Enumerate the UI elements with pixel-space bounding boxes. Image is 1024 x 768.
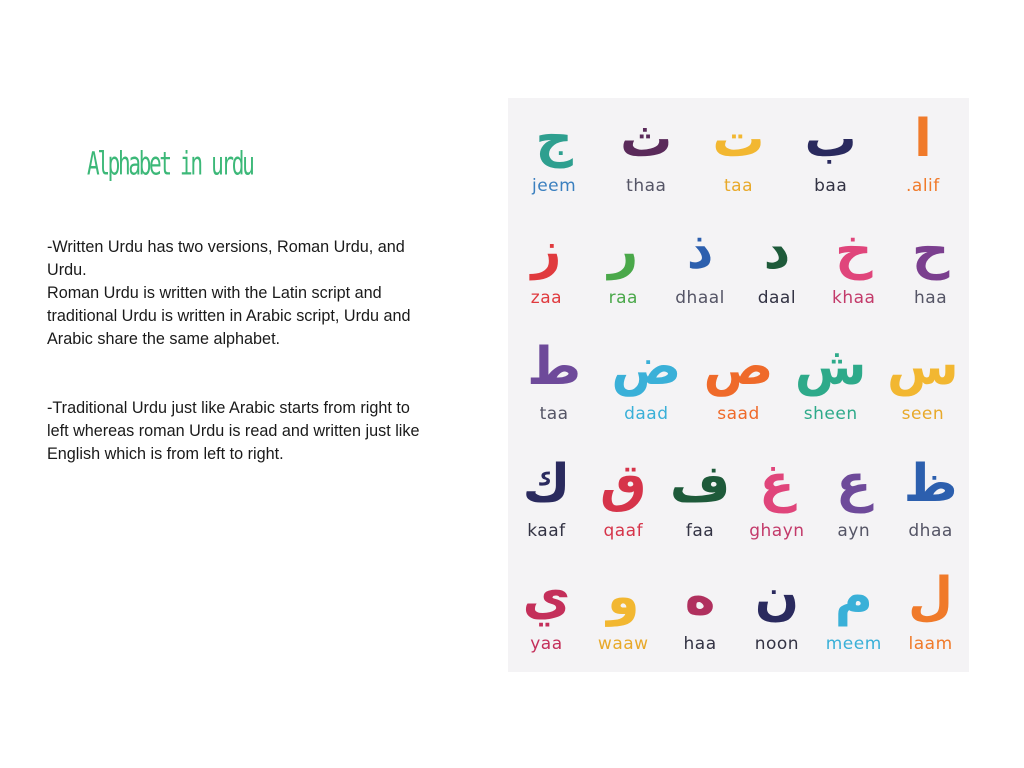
arabic-letter: ط (527, 337, 582, 397)
letter-name: noon (754, 634, 800, 654)
letter-cell-daad (600, 326, 692, 441)
letter-name: jeem (531, 176, 577, 196)
paragraph-line: -Traditional Urdu just like Arabic starts from right to (47, 399, 410, 417)
letter-name: sheen (803, 404, 858, 424)
letter-name: .alif (906, 176, 940, 196)
arabic-letter: ث (620, 109, 673, 169)
arabic-letter: ذ (686, 221, 714, 281)
letter-cell-taa (508, 326, 600, 441)
arabic-letter: ل (908, 567, 954, 627)
letter-name: seen (901, 404, 945, 424)
letter-cell-laam (885, 556, 977, 671)
letter-name: faa (685, 521, 715, 541)
arabic-letter: ت (712, 109, 765, 169)
letter-name: haa (914, 288, 948, 308)
paragraph-line: traditional Urdu is written in Arabic script, Urdu and (47, 307, 411, 325)
paragraph-line: Roman Urdu is written with the Latin script and (47, 284, 382, 302)
letter-name: yaa (530, 634, 563, 654)
arabic-letter: م (834, 567, 873, 627)
arabic-letter: ف (669, 454, 731, 514)
letter-name: daal (757, 288, 797, 308)
arabic-letter: ز (531, 221, 562, 281)
paragraph-line: English which is from left to right. (47, 445, 284, 463)
letter-name: laam (908, 634, 953, 654)
arabic-letter: خ (835, 221, 873, 281)
letter-name: taa (539, 404, 569, 424)
letter-name: ghayn (749, 521, 805, 541)
letter-cell-seen (877, 326, 969, 441)
arabic-letter: ن (754, 567, 800, 627)
arabic-letter: غ (759, 454, 795, 514)
urdu-alphabet-chart-image (508, 98, 969, 672)
letter-cell-thaa (600, 98, 692, 213)
letter-name: thaa (626, 176, 667, 196)
letter-cell-baa (785, 98, 877, 213)
arabic-letter: ظ (903, 454, 958, 514)
arabic-letter: ش (794, 337, 867, 397)
paragraph-line: Arabic share the same alphabet. (47, 330, 281, 348)
letter-cell-taa (693, 98, 785, 213)
letter-name: taa (723, 176, 753, 196)
arabic-letter: ص (703, 337, 774, 397)
arabic-letter: ي (522, 567, 571, 627)
arabic-letter: ك (522, 454, 571, 514)
letter-cell-saad (693, 326, 785, 441)
body-paragraph-versions (47, 236, 472, 351)
arabic-letter: ض (611, 337, 682, 397)
letter-name: kaaf (527, 521, 566, 541)
letter-name: meem (825, 634, 882, 654)
letter-name: zaa (530, 288, 563, 308)
body-paragraph-direction (47, 397, 472, 466)
letter-cell-haa (885, 210, 977, 325)
letter-name: baa (814, 176, 848, 196)
letter-name: raa (608, 288, 638, 308)
letter-name: khaa (832, 288, 876, 308)
paragraph-line: Urdu. (47, 261, 87, 279)
paragraph-line: left whereas roman Urdu is read and written just like (47, 422, 420, 440)
arabic-letter: ق (600, 454, 647, 514)
letter-name: haa (683, 634, 717, 654)
letter-cell-alif (877, 98, 969, 213)
letter-name: dhaa (908, 521, 953, 541)
letter-cell-dhaa (885, 443, 977, 558)
arabic-letter: س (887, 337, 959, 397)
letter-cell-sheen (785, 326, 877, 441)
letter-name: waaw (597, 634, 649, 654)
slide-title: Alphabet in urdu (87, 146, 253, 183)
arabic-letter: و (607, 567, 640, 627)
letter-name: daad (624, 404, 669, 424)
arabic-letter: ب (804, 109, 857, 169)
arabic-letter: ا (913, 109, 932, 169)
arabic-letter: د (763, 221, 791, 281)
letter-cell-jeem (508, 98, 600, 213)
arabic-letter: ع (835, 454, 872, 514)
arabic-letter: ر (608, 221, 639, 281)
arabic-letter: ح (911, 221, 950, 281)
arabic-letter: ه (684, 567, 716, 627)
arabic-letter: ج (535, 109, 573, 169)
letter-name: saad (717, 404, 760, 424)
letter-name: dhaal (675, 288, 725, 308)
letter-name: qaaf (603, 521, 644, 541)
paragraph-line: -Written Urdu has two versions, Roman Urdu, and (47, 238, 405, 256)
letter-name: ayn (837, 521, 871, 541)
